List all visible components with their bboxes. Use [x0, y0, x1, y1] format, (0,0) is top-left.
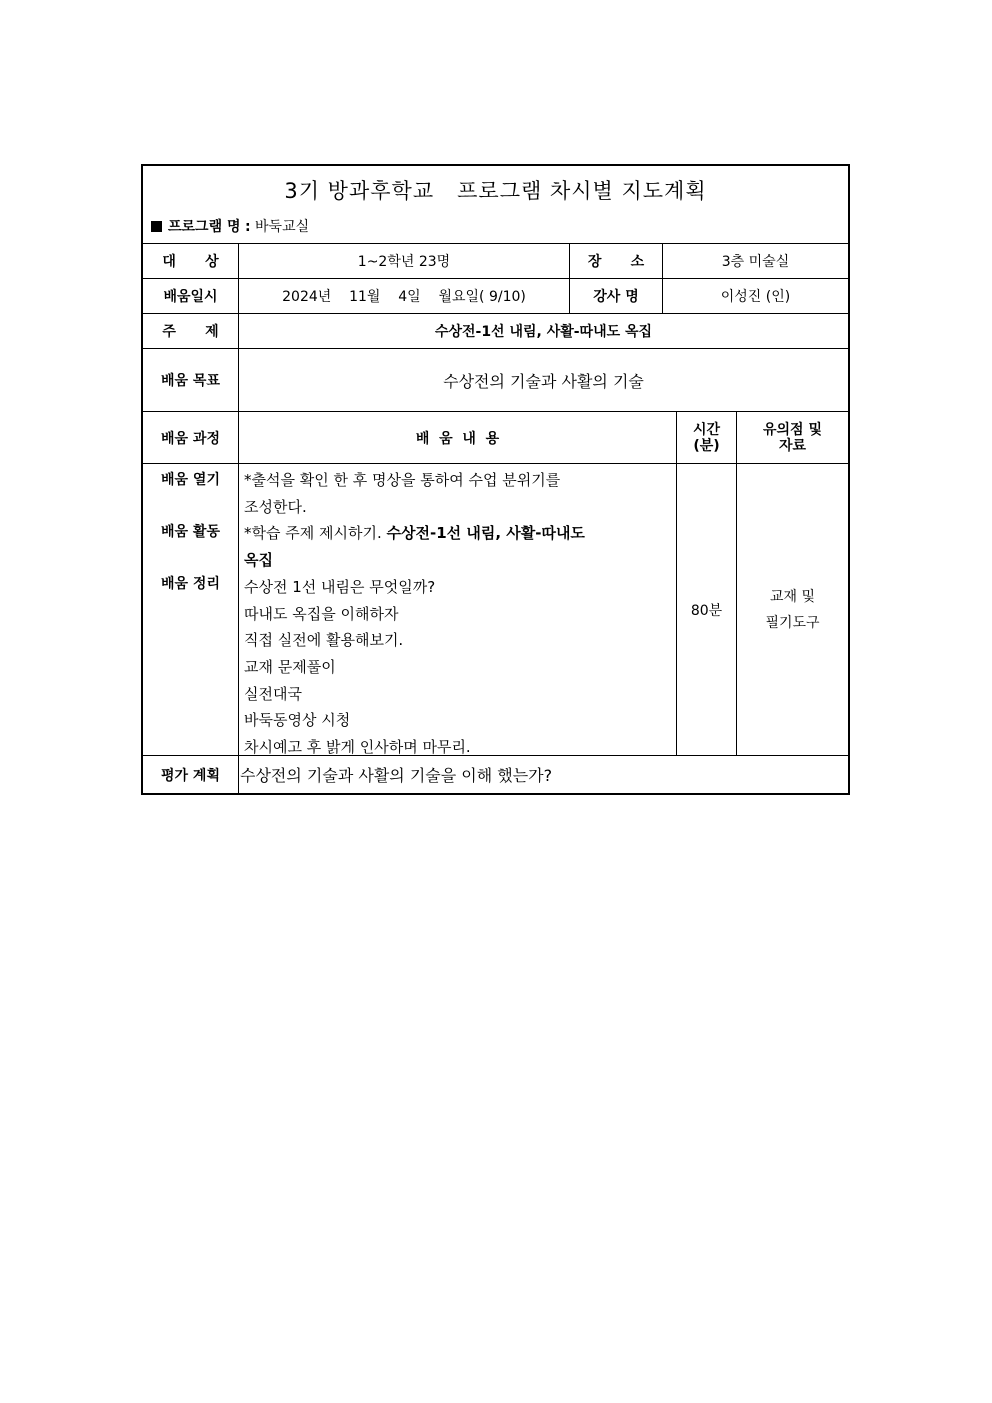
process-header-label: 배움 과정 [143, 412, 239, 463]
teacher-label: 강사 명 [570, 279, 663, 313]
place-label: 장 소 [570, 244, 663, 278]
time-header-line2: (분) [693, 437, 720, 454]
content-line-3 [244, 520, 672, 547]
lesson-content [239, 464, 677, 755]
row-process-header [143, 412, 848, 464]
time-header-line1: 시간 [692, 421, 721, 438]
content-line-9: 실전대국 [244, 684, 302, 703]
content-line-6: 따내도 옥집을 이해하자 [244, 604, 399, 623]
content-line-8: 교재 문제풀이 [244, 657, 336, 676]
goal-label: 배움 목표 [143, 349, 239, 411]
time-header [677, 412, 737, 463]
lesson-plan-document [141, 164, 850, 795]
stage-closing: 배움 정리 [161, 576, 220, 592]
topic-value: 수상전-1선 내림, 사활-따내도 옥집 [434, 324, 653, 340]
teacher-value: 이성진 (인) [720, 289, 791, 305]
document-header [143, 166, 848, 244]
stage-list [143, 464, 239, 755]
program-name-line [151, 216, 309, 236]
content-line-3-prefix: *학습 주제 제시하기. [244, 524, 387, 543]
square-bullet-icon [151, 221, 162, 232]
target-value: 1~2학년 23명 [239, 244, 570, 278]
place-value: 3층 미술실 [721, 254, 790, 270]
topic-label: 주 제 [143, 314, 239, 348]
content-line-4: 옥집 [244, 551, 273, 570]
materials-header-line1: 유의점 및 [763, 421, 822, 438]
row-target-place [143, 244, 848, 279]
stage-activity: 배움 활동 [161, 524, 220, 540]
row-date-teacher [143, 279, 848, 314]
materials-line1: 교재 및 [769, 588, 816, 605]
target-label: 대 상 [143, 244, 239, 278]
row-evaluation [143, 756, 848, 793]
row-goal [143, 349, 848, 412]
materials-line2: 필기도구 [765, 614, 820, 631]
content-line-10: 바둑동영상 시청 [244, 711, 351, 730]
content-line-1: *출석을 확인 한 후 명상을 통하여 수업 분위기를 [244, 471, 561, 489]
content-line-11: 차시예고 후 밝게 인사하며 마무리. [244, 738, 471, 757]
date-label: 배움일시 [143, 279, 239, 313]
program-value: 바둑교실 [255, 219, 310, 235]
row-process-body [143, 464, 848, 756]
row-topic [143, 314, 848, 349]
stage-opening: 배움 열기 [161, 472, 220, 488]
date-value: 2024년 11월 4일 월요일( 9/10) [239, 279, 570, 313]
content-line-5: 수상전 1선 내림은 무엇일까? [244, 577, 436, 596]
materials-value [737, 464, 848, 755]
program-label: 프로그램 명 [168, 219, 241, 235]
content-line-7: 직접 실전에 활용해보기. [244, 631, 404, 650]
program-separator: : [244, 219, 251, 235]
content-line-3-topic: 수상전-1선 내림, 사활-따내도 [386, 524, 585, 543]
goal-value: 수상전의 기술과 사활의 기술 [443, 371, 644, 391]
materials-header [737, 412, 848, 463]
content-line-2: 조성한다. [244, 497, 307, 516]
document-title: 3기 방과후학교 프로그램 차시별 지도계획 [284, 179, 707, 203]
evaluation-label: 평가 계획 [143, 756, 239, 793]
content-header: 배 움 내 용 [239, 412, 677, 463]
time-value: 80분 [677, 464, 737, 755]
evaluation-value: 수상전의 기술과 사활의 기술을 이해 했는가? [240, 766, 553, 785]
materials-header-line2: 자료 [778, 437, 807, 454]
